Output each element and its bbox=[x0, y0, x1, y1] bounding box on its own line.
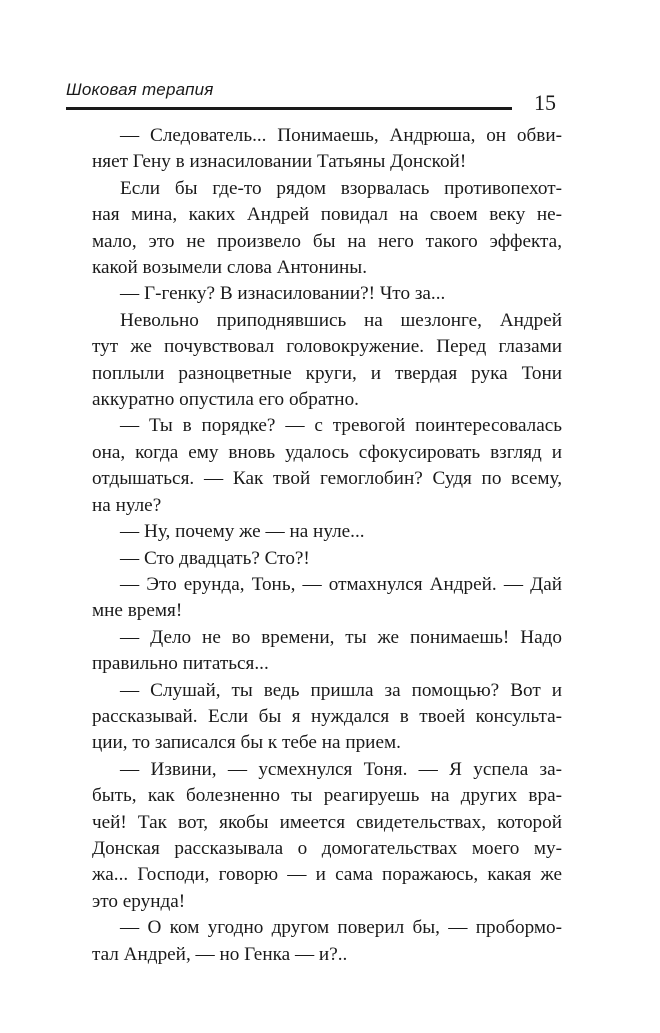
text-line: какой возымели слова Антонины. bbox=[92, 257, 367, 279]
text-line: это ерунда! bbox=[92, 890, 186, 912]
text-line: отдышаться. — Как твой гемоглобин? Судя по всему, bbox=[92, 468, 562, 490]
text-line: — Это ерунда, Тонь, — отмахнулся Андрей. — Дай bbox=[120, 573, 562, 595]
text-line: — Г-генку? В изнасиловании?! Что за... bbox=[120, 283, 446, 305]
text-line: мне время! bbox=[92, 600, 183, 622]
text-line: рассказывай. Если бы я нуждался в твоей консульта- bbox=[92, 705, 562, 727]
text-line: Если бы где-то рядом взорвалась противопехот- bbox=[120, 177, 562, 199]
paragraph bbox=[92, 546, 562, 572]
paragraph bbox=[92, 915, 562, 968]
text-line: она, когда ему вновь удалось сфокусировать взгляд и bbox=[92, 441, 562, 463]
text-line: — Ну, почему же — на нуле... bbox=[120, 521, 365, 543]
text-line: — Сто двадцать? Сто?! bbox=[120, 547, 310, 569]
text-line: аккуратно опустила его обратно. bbox=[92, 389, 359, 411]
paragraph bbox=[92, 281, 562, 307]
text-line: Донская рассказывала о домогательствах моего му- bbox=[92, 837, 562, 859]
paragraph bbox=[92, 519, 562, 545]
text-line: — Следователь... Понимаешь, Андрюша, он обви- bbox=[120, 125, 562, 146]
text-line: мало, это не произвело бы на него такого эффекта, bbox=[92, 230, 562, 252]
text-line: — Слушай, ты ведь пришла за помощью? Вот и bbox=[120, 679, 562, 701]
page-number: 15 bbox=[534, 90, 556, 115]
paragraph bbox=[92, 572, 562, 625]
paragraph bbox=[92, 308, 562, 414]
text-line: Невольно приподнявшись на шезлонге, Андрей bbox=[120, 309, 562, 331]
paragraph bbox=[92, 123, 562, 176]
paragraph bbox=[92, 625, 562, 678]
text-line: жа... Господи, говорю — и сама поражаюсь, какая же bbox=[92, 864, 562, 886]
text-line: на нуле? bbox=[92, 494, 162, 516]
paragraph bbox=[92, 413, 562, 519]
paragraph bbox=[92, 678, 562, 757]
text-line: няет Гену в изнасиловании Татьяны Донской! bbox=[92, 151, 467, 173]
text-line: поплыли разноцветные круги, и твердая рука Тони bbox=[92, 362, 562, 384]
text-line: — Дело не во времени, ты же понимаешь! Надо bbox=[120, 626, 562, 648]
text-line: чей! Так вот, якобы имеется свидетельствах, которой bbox=[92, 811, 562, 833]
running-head: Шоковая терапия bbox=[66, 80, 214, 99]
paragraph bbox=[92, 176, 562, 282]
text-line: тал Андрей, — но Генка — и?.. bbox=[92, 943, 348, 965]
text-line: — Ты в порядке? — с тревогой поинтересовалась bbox=[120, 415, 562, 437]
body-text bbox=[92, 123, 562, 968]
text-line: правильно питаться... bbox=[92, 653, 269, 675]
text-line: ции, то записался бы к тебе на прием. bbox=[92, 732, 401, 754]
text-line: — О ком угодно другом поверил бы, — пробормо- bbox=[120, 917, 562, 939]
text-line: тут же почувствовал головокружение. Перед глазами bbox=[92, 336, 562, 358]
header-rule bbox=[66, 107, 512, 110]
text-line: — Извини, — усмехнулся Тоня. — Я успела за- bbox=[120, 758, 562, 780]
paragraph bbox=[92, 757, 562, 915]
text-line: быть, как болезненно ты реагируешь на других вра- bbox=[92, 785, 562, 807]
text-line: ная мина, каких Андрей повидал на своем веку не- bbox=[92, 204, 562, 226]
